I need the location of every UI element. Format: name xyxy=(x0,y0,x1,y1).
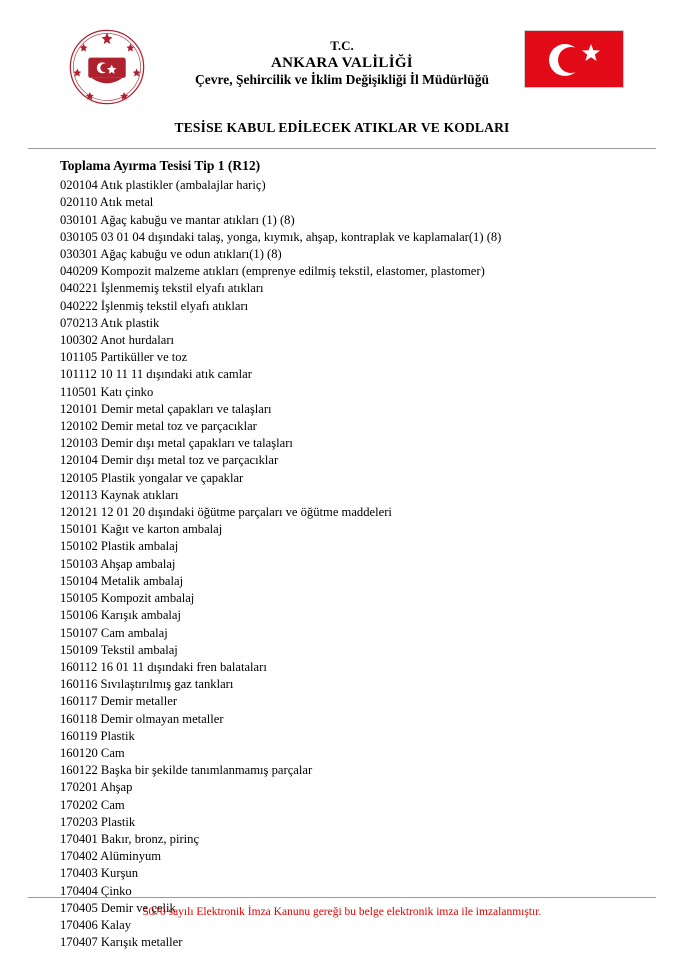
list-item: 150104 Metalik ambalaj xyxy=(60,573,184,588)
list-item: 040222 İşlenmiş tekstil elyafı atıkları xyxy=(60,298,249,313)
list-item: 030105 03 01 04 dışındaki talaş, yonga, kıymık, ahşap, kontraplak ve kaplamalar(1) (8) xyxy=(60,229,502,244)
list-item: 170404 Çinko xyxy=(60,883,132,898)
list-item: 110501 Katı çinko xyxy=(60,384,154,399)
list-item: 020110 Atık metal xyxy=(60,195,154,210)
list-item: 150105 Kompozit ambalaj xyxy=(60,591,195,606)
list-item: 160112 16 01 11 dışındaki fren balataları xyxy=(60,659,267,674)
list-item: 170406 Kalay xyxy=(60,917,131,932)
list-item: 070213 Atık plastik xyxy=(60,315,160,330)
list-item: 150103 Ahşap ambalaj xyxy=(60,556,176,571)
list-item: 170407 Karışık metaller xyxy=(60,935,183,950)
title-line-governorship: ANKARA VALİLİĞİ xyxy=(271,54,413,71)
list-item: 101112 10 11 11 dışındaki atık camlar xyxy=(60,367,252,382)
list-item: 101105 Partiküller ve toz xyxy=(60,350,188,365)
document-footer xyxy=(0,897,684,918)
waste-code-list xyxy=(60,177,684,951)
list-item: 120102 Demir metal toz ve parçacıklar xyxy=(60,419,257,434)
page-title: TESİSE KABUL EDİLECEK ATIKLAR VE KODLARI xyxy=(174,120,510,135)
list-item: 170403 Kurşun xyxy=(60,866,139,881)
list-item: 160122 Başka bir şekilde tanımlanmamış parçalar xyxy=(60,763,313,778)
title-line-directorate: Çevre, Şehircilik ve İklim Değişikliği İl Müdürlüğü xyxy=(195,72,489,88)
list-item: 120103 Demir dışı metal çapakları ve talaşları xyxy=(60,436,293,451)
list-item: 170202 Cam xyxy=(60,797,125,812)
list-item: 120121 12 01 20 dışındaki öğütme parçaları ve öğütme maddeleri xyxy=(60,505,392,520)
list-item: 120105 Plastik yongalar ve çapaklar xyxy=(60,470,244,485)
list-item: 020104 Atık plastikler (ambalajlar hariç) xyxy=(60,178,266,193)
list-item: 160120 Cam xyxy=(60,745,125,760)
section-title: Toplama Ayırma Tesisi Tip 1 (R12) xyxy=(60,158,261,173)
list-item: 160116 Sıvılaştırılmış gaz tankları xyxy=(60,677,234,692)
list-item: 170405 Demir ve çelik xyxy=(60,900,176,915)
list-item: 150107 Cam ambalaj xyxy=(60,625,168,640)
list-item: 150101 Kağıt ve karton ambalaj xyxy=(60,522,223,537)
list-item: 100302 Anot hurdaları xyxy=(60,333,175,348)
list-item: 170203 Plastik xyxy=(60,814,136,829)
document-body xyxy=(0,149,684,951)
list-item: 160119 Plastik xyxy=(60,728,135,743)
list-item: 120104 Demir dışı metal toz ve parçacıklar xyxy=(60,453,279,468)
turkish-republic-emblem-icon xyxy=(68,28,146,106)
list-item: 160118 Demir olmayan metaller xyxy=(60,711,224,726)
turkish-flag-icon xyxy=(524,30,624,88)
list-item: 040209 Kompozit malzeme atıkları (emprenye edilmiş tekstil, elastomer, plastomer) xyxy=(60,264,485,279)
list-item: 150109 Tekstil ambalaj xyxy=(60,642,178,657)
document-header xyxy=(0,0,684,104)
list-item: 030301 Ağaç kabuğu ve odun atıkları(1) (8) xyxy=(60,247,282,262)
list-item: 030101 Ağaç kabuğu ve mantar atıkları (1) (8) xyxy=(60,212,295,227)
list-item: 120101 Demir metal çapakları ve talaşları xyxy=(60,401,272,416)
electronic-signature-note: 5070 sayılı Elektronik İmza Kanunu gereği bu belge elektronik imza ile imzalanmıştır. xyxy=(142,906,542,918)
list-item: 170402 Alüminyum xyxy=(60,849,162,864)
list-item: 040221 İşlenmemiş tekstil elyafı atıkları xyxy=(60,281,264,296)
list-item: 170201 Ahşap xyxy=(60,780,133,795)
list-item: 120113 Kaynak atıkları xyxy=(60,487,179,502)
list-item: 170401 Bakır, bronz, pirinç xyxy=(60,831,200,846)
list-item: 150102 Plastik ambalaj xyxy=(60,539,179,554)
footer-divider xyxy=(28,897,656,898)
list-item: 150106 Karışık ambalaj xyxy=(60,608,182,623)
list-item: 160117 Demir metaller xyxy=(60,694,178,709)
title-line-tc: T.C. xyxy=(330,38,354,53)
